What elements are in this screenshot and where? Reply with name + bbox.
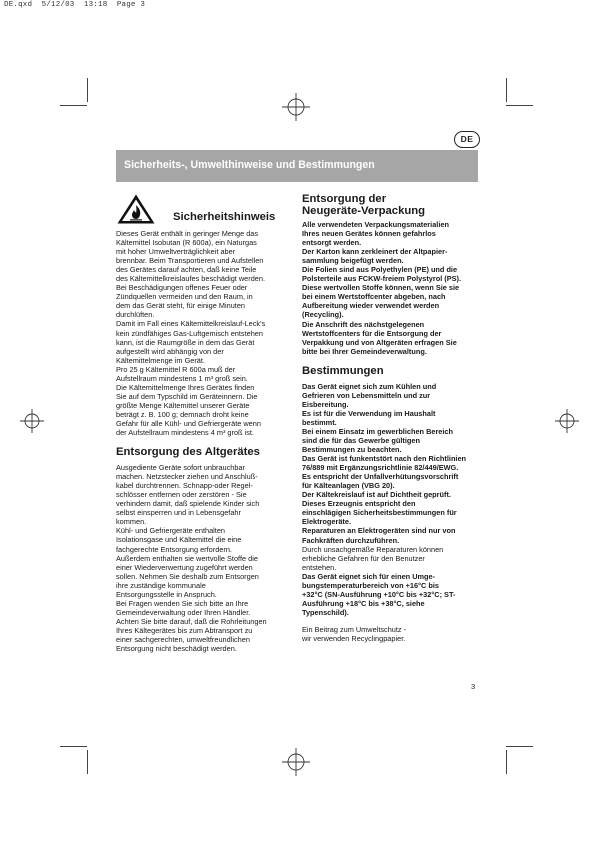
- text-line: Verpakkung und von Altgeräten erfragen Sie: [302, 337, 457, 347]
- text-line: schlösser entfernen oder zerstören - Sie: [116, 490, 247, 500]
- text-line: Der Karton kann zerkleinert der Altpapier-: [302, 247, 448, 257]
- text-line: der Aufstellraum mindestens 4 m³ groß ist.: [116, 428, 254, 438]
- text-line: Es ist für die Verwendung im Haushalt: [302, 408, 436, 418]
- text-line: Ausführung +18°C bis +38°C, siehe: [302, 598, 425, 608]
- print-header: DE.qxd 5/12/03 13:18 Page 3: [4, 1, 146, 9]
- crop-mark: [506, 750, 507, 774]
- text-line: Das Gerät eignet sich für einen Umge-: [302, 571, 436, 581]
- text-line: Bei Fragen wenden Sie sich bitte an Ihre: [116, 598, 249, 608]
- text-line: Eisbereitung.: [302, 399, 349, 409]
- text-line: erhebliche Gefahren für den Benutzer: [302, 553, 425, 563]
- packaging-title-line1: Entsorgung der: [302, 193, 387, 205]
- text-line: Der Kältekreislauf ist auf Dichtheit geprüft.: [302, 490, 451, 500]
- crop-mark: [506, 78, 507, 102]
- text-line: Die Anschrift des nächstgelegenen: [302, 319, 425, 329]
- text-line: Durch unsachgemäße Reparaturen können: [302, 544, 444, 554]
- crop-mark: [60, 746, 87, 747]
- text-line: Achten Sie bitte darauf, daß die Rohrleitungen: [116, 616, 267, 626]
- disposal-title: Entsorgung des Altgerätes: [116, 446, 260, 459]
- text-line: Die Folien sind aus Polyethylen (PE) und die: [302, 265, 458, 275]
- text-line: Das Gerät ist funkentstört nach den Richtlinien: [302, 454, 467, 464]
- text-line: dem das Gerät steht, für einige Minuten: [116, 301, 245, 311]
- text-line: einer Wiederverwertung zugeführt werden: [116, 562, 253, 572]
- text-line: Sie auf dem Typschild im Geräteinnern. Die: [116, 391, 258, 401]
- page-number: 3: [471, 682, 476, 691]
- registration-mark-icon: [281, 747, 311, 777]
- text-line: Diese wertvollen Stoffe können, wenn Sie sie: [302, 283, 460, 293]
- text-line: wir verwenden Recyclingpapier.: [302, 633, 406, 643]
- text-line: bei einem Wertstoffcenter abgeben, nach: [302, 292, 446, 302]
- right-column: [302, 193, 478, 643]
- text-line: Zündquellen vermeiden und den Raum, in: [116, 292, 253, 302]
- text-line: bestimmt.: [302, 417, 337, 427]
- crop-mark: [87, 78, 88, 102]
- text-line: Dieses Gerät enthält in geringer Menge das: [116, 229, 259, 238]
- text-line: +32°C (SN-Ausführung +10°C bis +32°C; ST-: [302, 589, 456, 599]
- text-line: Gemeindeverwaltung oder Ihren Händler.: [116, 607, 251, 617]
- text-line: Die Kältemittelmenge Ihres Gerätes finden: [116, 382, 255, 392]
- text-line: kein zündfähiges Gas-Luftgemisch entstehen: [116, 328, 263, 338]
- text-line: größte Menge Kältemittel unserer Geräte: [116, 400, 250, 410]
- text-line: Gefrieren von Lebensmitteln und zur: [302, 390, 431, 400]
- safety-text: [116, 229, 294, 437]
- text-line: Bei Beschädigungen offenes Feuer oder: [116, 283, 248, 293]
- text-line: Bestimmungen zu beachten.: [302, 445, 402, 455]
- regulations-title: Bestimmungen: [302, 364, 384, 377]
- text-line: Kältemittelmenge im Gerät.: [116, 355, 205, 365]
- text-line: sollen. Nehmen Sie deshalb zum Entsorgen: [116, 571, 259, 581]
- text-line: ihre zuständige kommunale: [116, 580, 206, 590]
- safety-heading-block: [116, 193, 294, 229]
- text-line: 76/889 mit Ergänzungsrichtlinie 82/449/EWG.: [302, 463, 459, 473]
- text-line: Damit im Fall eines Kältemittelkreislauf-Leck's: [116, 319, 266, 329]
- text-line: Das Gerät eignet sich zum Kühlen und: [302, 381, 437, 391]
- text-line: Reparaturen an Elektrogeräten sind nur von: [302, 526, 456, 536]
- text-line: des Kältemittelkreislaufes beschädigt werden.: [116, 274, 265, 284]
- text-line: Aufstellraum mindestens 1 m³ groß sein.: [116, 373, 248, 383]
- crop-mark: [60, 105, 87, 106]
- text-line: Ein Beitrag zum Umweltschutz -: [302, 624, 407, 634]
- crop-mark: [506, 105, 533, 106]
- text-line: kommen.: [116, 517, 147, 527]
- closing-text: [302, 625, 478, 643]
- text-line: für Kälteanlagen (VBG 20).: [302, 481, 395, 491]
- packaging-text: [302, 220, 478, 356]
- text-line: Entsorgungsstelle in Anspruch.: [116, 589, 217, 599]
- text-line: machen. Netzstecker ziehen und Anschluß-: [116, 472, 258, 482]
- text-line: des Gerätes darauf achten, daß keine Teile: [116, 265, 257, 275]
- text-line: fachgerechte Entsorgung erfordern.: [116, 544, 232, 554]
- text-line: Gefahr für alle Kühl- und Gefriergeräte wenn: [116, 418, 261, 428]
- text-line: Kältemittel Isobutan (R 600a), ein Naturgas: [116, 238, 257, 248]
- text-line: Es entspricht der Unfallverhütungsvorschrift: [302, 472, 459, 482]
- left-column: [116, 229, 294, 653]
- text-line: Dieses Erzeugnis entspricht den: [302, 499, 416, 509]
- text-line: Pro 25 g Kältemittel R 600a muß der: [116, 364, 236, 374]
- crop-mark: [87, 750, 88, 774]
- text-line: brennbar. Beim Transportieren und Aufstellen: [116, 256, 264, 266]
- text-line: Außerdem enthalten sie wertvolle Stoffe die: [116, 553, 258, 563]
- registration-mark-icon: [554, 408, 580, 434]
- text-line: Kühl- und Gefriergeräte enthalten: [116, 526, 226, 536]
- text-line: Polsterteile aus FCKW-freiem Polystyrol (PS).: [302, 274, 462, 284]
- text-line: Entsorgung nicht beschädigt werden.: [116, 644, 237, 654]
- text-line: selbst einsperren und in Lebensgefahr: [116, 508, 241, 518]
- text-line: (Recycling).: [302, 310, 344, 320]
- text-line: Typenschild).: [302, 607, 349, 617]
- text-line: Bei einem Einsatz im gewerblichen Bereich: [302, 426, 454, 436]
- text-line: bitte bei Ihrer Gemeindeverwaltung.: [302, 346, 427, 356]
- registration-mark-icon: [281, 92, 311, 122]
- flammable-warning-icon: [116, 193, 156, 225]
- text-line: Isolationsgase und Kältemittel die eine: [116, 535, 242, 545]
- language-badge: DE: [454, 131, 480, 148]
- text-line: Wertstoffcenters für die Entsorgung der: [302, 328, 442, 338]
- text-line: entstehen.: [302, 562, 337, 572]
- text-line: entsorgt werden.: [302, 238, 362, 248]
- packaging-title-line2: Neugeräte-Verpackung: [302, 205, 426, 217]
- section-banner: [116, 150, 478, 182]
- text-line: einschlägigen Sicherheitsbestimmungen für: [302, 508, 457, 518]
- text-line: beträgt z. B. 100 g; demnach droht keine: [116, 409, 249, 419]
- text-line: durchlüften.: [116, 310, 155, 320]
- text-line: sammlung beigefügt werden.: [302, 256, 404, 266]
- disposal-text: [116, 463, 294, 653]
- text-line: kabel durchtrennen. Schnapp-oder Regel-: [116, 481, 253, 491]
- text-line: mit hoher Umweltverträglichkeit aber: [116, 247, 236, 257]
- text-line: Ihres neuen Gerätes können gefahrlos: [302, 229, 436, 239]
- text-line: kann, ist die Raumgröße in dem das Gerät: [116, 337, 255, 347]
- text-line: Fachkräften durchzuführen.: [302, 535, 400, 545]
- text-line: einer sachgerechten, umweltfreundlichen: [116, 634, 250, 644]
- text-line: Ihres Kältegerätes bis zum Abtransport zu: [116, 625, 253, 635]
- registration-mark-icon: [19, 408, 45, 434]
- safety-title: Sicherheitshinweis: [173, 211, 276, 223]
- text-line: Aufbereitung wieder verwendet werden: [302, 301, 440, 311]
- text-line: Ausgediente Geräte sofort unbrauchbar: [116, 463, 246, 473]
- text-line: verhindern damit, daß spielende Kinder sich: [116, 499, 260, 509]
- text-line: bungstemperaturbereich von +16°C bis: [302, 580, 439, 590]
- regulations-text: [302, 382, 478, 617]
- crop-mark: [506, 746, 533, 747]
- text-line: Alle verwendeten Verpackungsmaterialien: [302, 220, 449, 229]
- text-line: aufgestellt wird abhängig von der: [116, 346, 224, 356]
- banner-title: Sicherheits-, Umwelthinweise und Bestimmungen: [124, 159, 375, 171]
- text-line: sind die für das Gewerbe gültigen: [302, 435, 420, 445]
- text-line: Elektrogeräte.: [302, 517, 351, 527]
